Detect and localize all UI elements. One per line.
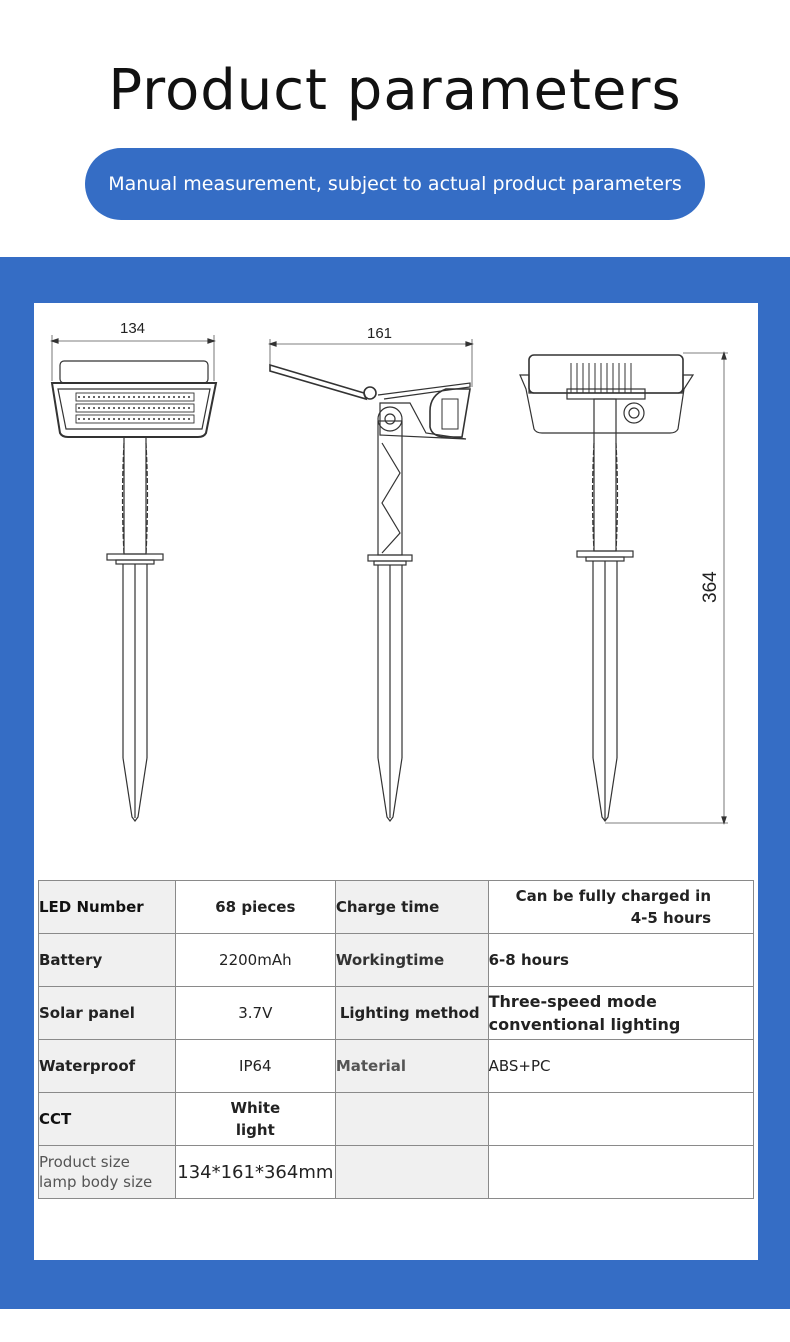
spec-value-empty: [488, 1093, 753, 1146]
spec-value-line: light: [235, 1121, 275, 1139]
dimension-width-front: 134: [120, 320, 146, 337]
spec-value: 68 pieces: [175, 881, 335, 934]
spec-key-empty: [335, 1146, 488, 1199]
page-title: Product parameters: [108, 58, 682, 123]
technical-drawing: [34, 303, 758, 863]
spec-key: [39, 1146, 176, 1199]
table-row: [39, 934, 754, 987]
spec-key: Battery: [39, 934, 176, 987]
table-row: [39, 881, 754, 934]
dimension-height: 364: [700, 571, 721, 603]
spec-key-empty: [335, 1093, 488, 1146]
spec-value: 3.7V: [175, 987, 335, 1040]
spec-value: 2200mAh: [175, 934, 335, 987]
spec-value: 6-8 hours: [488, 934, 753, 987]
measurement-note-text: Manual measurement, subject to actual product parameters: [108, 173, 682, 195]
measurement-note-banner: [85, 148, 705, 220]
spec-value-line: 4-5 hours: [630, 909, 711, 927]
table-row: [39, 1093, 754, 1146]
spec-key: CCT: [39, 1093, 176, 1146]
spec-value: 134*161*364mm: [175, 1146, 335, 1199]
spec-key: Workingtime: [335, 934, 488, 987]
spec-value-line: White: [230, 1099, 281, 1117]
spec-key: Charge time: [335, 881, 488, 934]
spec-key: LED Number: [39, 881, 176, 934]
spec-value: IP64: [175, 1040, 335, 1093]
spec-key: Lighting method: [335, 987, 488, 1040]
side-view-drawing: [270, 339, 472, 821]
product-panel: [34, 303, 758, 1260]
front-view-drawing: [52, 335, 216, 821]
table-row: [39, 1040, 754, 1093]
table-row: [39, 1146, 754, 1199]
spec-value-empty: [488, 1146, 753, 1199]
spec-key: Waterproof: [39, 1040, 176, 1093]
spec-value: [488, 987, 753, 1040]
spec-key: Material: [335, 1040, 488, 1093]
spec-value-line: Can be fully charged in: [515, 887, 711, 905]
spec-value: ABS+PC: [488, 1040, 753, 1093]
spec-key-line: Product size: [39, 1153, 130, 1171]
spec-key: Solar panel: [39, 987, 176, 1040]
table-row: [39, 987, 754, 1040]
back-view-drawing: [520, 353, 728, 823]
dimension-width-side: 161: [367, 325, 393, 342]
spec-table: [38, 880, 754, 1199]
spec-value: [488, 881, 753, 934]
spec-value-line: Three-speed mode: [488, 992, 657, 1011]
spec-value-line: conventional lighting: [488, 1015, 681, 1034]
spec-key-line: lamp body size: [39, 1173, 153, 1191]
spec-value: [175, 1093, 335, 1146]
